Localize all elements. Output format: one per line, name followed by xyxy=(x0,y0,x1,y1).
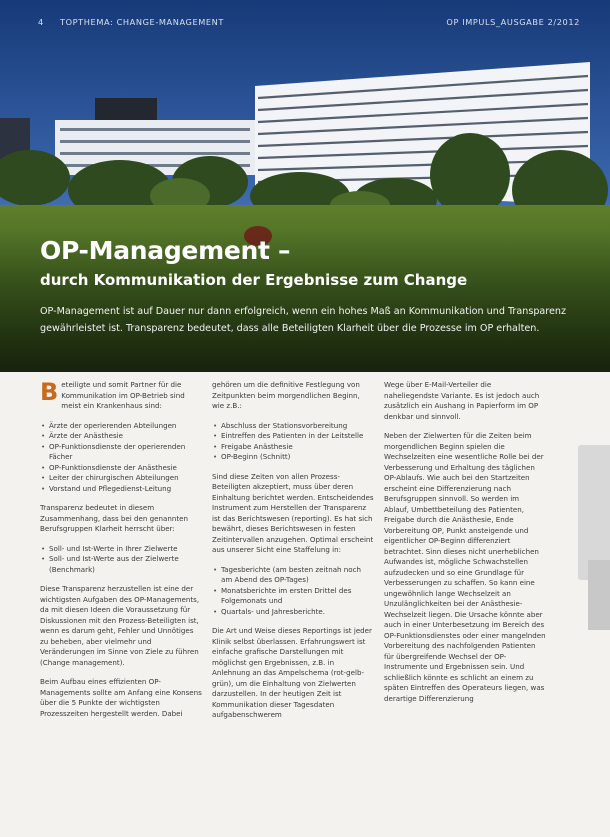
list-item: • OP-Funktionsdienste der operierenden Fächer xyxy=(49,442,202,463)
paragraph: Beim Aufbau eines effizienten OP-Managements sollte am Anfang eine Konsens über die 5 Punkte der wichtigsten Prozesszeiten hergestellt werden. Dabei xyxy=(40,677,202,718)
bullet-list xyxy=(40,421,202,495)
text-column-3 xyxy=(384,380,546,713)
list-item: • Quartals- und Jahresberichte. xyxy=(221,607,374,618)
bullet-list xyxy=(212,565,374,618)
hero-photo xyxy=(0,0,610,372)
list-item: • OP-Funktionsdienste der Anästhesie xyxy=(49,463,202,474)
paragraph: Diese Transparenz herzustellen ist eine der wichtigsten Aufgaben des OP-Managements, da mit diesen Ideen die Voraussetzung für Diskussionen mit den Prozess-Beteiligten ist, wenn es darum geht, Fehler und Unnötiges zu beheben, aber vielmehr und Veränderungen im Sinne von Ziele zu führen (Change management). xyxy=(40,584,200,667)
list-item: • OP-Beginn (Schnitt) xyxy=(221,452,374,463)
paragraph: Neben der Zielwerten für die Zeiten beim morgendlichen Beginn spielen die Wechselzeiten eine wesentliche Rolle bei der Verbesserung und Erhaltung des täglichen OP-Ablaufs. Wie auch bei den Startzeiten erscheint eine Differenzierung nach Berufsgruppen sinnvoll. So werden im Ablauf, Umbettbeteilung des Patienten, Freigabe durch die Anästhesie, Ende Vorbereitung OP, Punkt ansteigende und eigentlicher OP-Beginn differenziert betrachtet. Sinn dieses nicht unerheblichen Aufwandes ist, mögliche Schwachstellen aufzudecken und so eine Grundlage für Verbesserungen zu schaffen. So kann eine ungewöhnlich lange Wechselzeit an Unzulänglichkeiten bei der Anästhesie-Wechselzeit liegen. Die Ursache könnte aber auch in einer Unterbesetzung im Bereich des OP-Funktionsdienstes oder einer mangelnden Vorbereitung des nachfolgenden Patienten für übergreifende Wechsel der OP-Instrumente und Ergebnissen sein. Und schließlich könnte es schlicht an einem zu späten Eintreffen des Operateurs liegen, was derartige Differenzierung xyxy=(384,431,546,703)
paragraph: Wege über E-Mail-Verteiler die naheliegendste Variante. Es ist jedoch auch zusätzlich ein Aushang in Papierform im OP denkbar und sinnvoll. xyxy=(384,380,540,421)
list-item: • Vorstand und Pflegedienst-Leitung xyxy=(49,484,202,495)
article-subtitle: durch Kommunikation der Ergebnisse zum Change xyxy=(40,271,468,289)
list-item: • Ärzte der operierenden Abteilungen xyxy=(49,421,202,432)
bullet-list xyxy=(212,421,374,463)
list-item: • Leiter der chirurgischen Abteilungen xyxy=(49,473,202,484)
list-item: • Ärzte der Anästhesie xyxy=(49,431,202,442)
text-column-2 xyxy=(212,380,374,730)
paragraph: Die Art und Weise dieses Reportings ist jeder Klinik selbst überlassen. Erfahrungswert ist einfache grafische Darstellungen mit möglichst gen Ergebnissen, z.B. in Anlehnung an das Ampelschema (rot-gelb-grün), um die Einhaltung von Zielwerten darzustellen. In der heutigen Zeit ist Kommunikation dieser Tagesdaten aufgabenschwerem xyxy=(212,626,372,719)
text-column-1 xyxy=(40,380,202,728)
list-item: • Monatsberichte im ersten Drittel des Folgemonats und xyxy=(221,586,374,607)
bullet-list xyxy=(40,544,202,576)
list-item: • Tagesberichte (am besten zeitnah noch am Abend des OP-Tages) xyxy=(221,565,374,586)
issue-label: OP IMPULS_AUSGABE 2/2012 xyxy=(446,17,580,27)
list-item: • Soll- und Ist-Werte in Ihrer Zielwerte xyxy=(49,544,202,555)
paragraph: Transparenz bedeutet in diesem Zusammenhang, dass bei den genannten Berufsgruppen Klarheit herrscht über: xyxy=(40,503,188,533)
paragraph xyxy=(40,380,202,412)
running-header xyxy=(0,17,610,31)
list-item: • Eintreffen des Patienten in der Leitstelle xyxy=(221,431,374,442)
page-edge-shadow xyxy=(588,560,610,630)
article-title: OP-Management – xyxy=(40,236,291,265)
paragraph: gehören um die definitive Festlegung von Zeitpunkten beim morgendlichen Beginn, wie z.B.: xyxy=(212,380,360,410)
drop-cap: B xyxy=(40,378,59,406)
section-label: TOPTHEMA: CHANGE-MANAGEMENT xyxy=(60,17,224,27)
page-number: 4 xyxy=(38,17,44,27)
paragraph: Sind diese Zeiten von allen Prozess-Beteiligten akzeptiert, muss über deren Einhaltung berichtet werden. Entscheidendes Instrument zum Herstellen der Transparenz ist das Berichtswesen (reporting). Es hat sich bewährt, dieses Berichtswesen in festen Zeitintervallen anzugehen. Optimal erscheint aus unserer Sicht eine Staffelung in: xyxy=(212,471,374,554)
article-lead: OP-Management ist auf Dauer nur dann erfolgreich, wenn ein hohes Maß an Kommunikation und Transparenz gewährleistet ist. Transparenz bedeutet, dass alle Beteiligten Klarheit über die Prozesse im OP erhalten. xyxy=(40,306,567,334)
list-item: • Abschluss der Stationsvorbereitung xyxy=(221,421,374,432)
list-item: • Freigabe Anästhesie xyxy=(221,442,374,453)
paragraph-text: eteiligte und somit Partner für die Kommunikation im OP-Betrieb sind meist ein Krankenhaus sind: xyxy=(61,380,185,410)
list-item: • Soll- und Ist-Werte aus der Zielwerte (Benchmark) xyxy=(49,554,202,575)
